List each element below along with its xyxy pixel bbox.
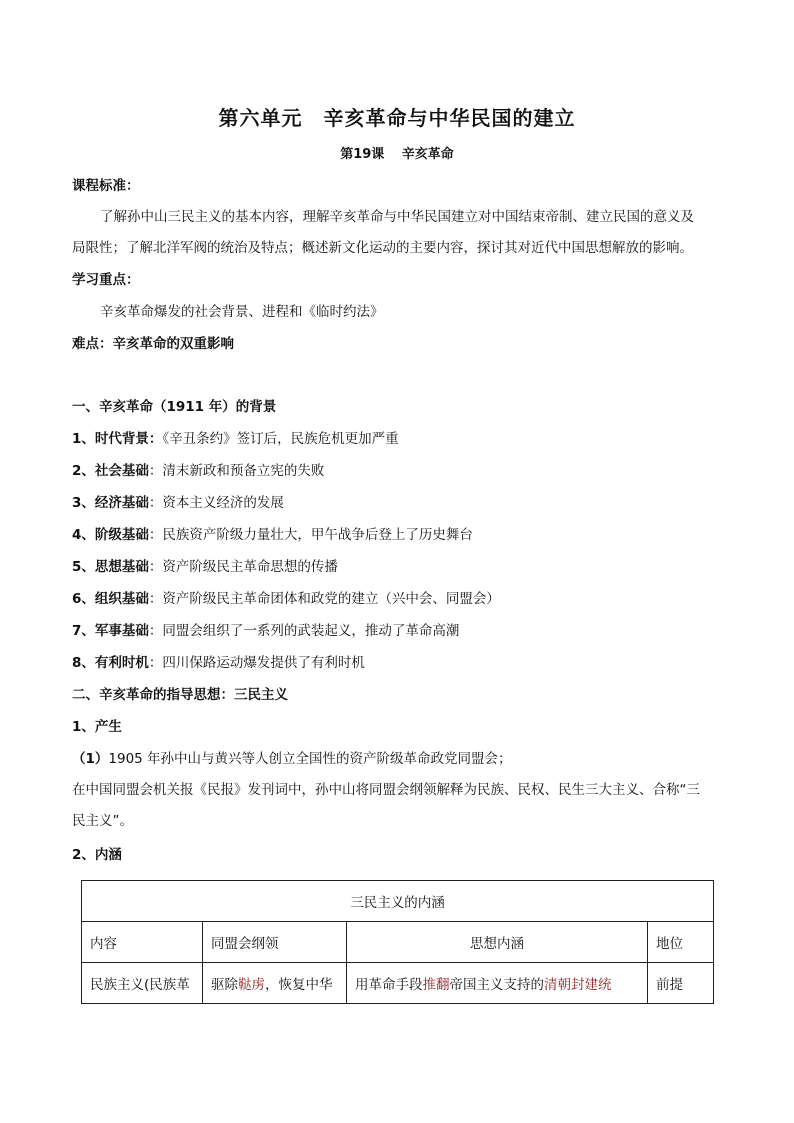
- item-text: ：民族资产阶级力量壮大，甲午战争后登上了历史舞台: [148, 527, 473, 543]
- cell-text: 驱除: [211, 977, 238, 993]
- cell-text: 用革命手段: [355, 977, 423, 993]
- background-item: [72, 589, 500, 609]
- page-title: 第六单元 辛亥革命与中华民国的建立: [218, 106, 576, 130]
- table-row: [82, 963, 714, 1004]
- column-header: 思想内涵: [347, 922, 648, 963]
- cell-highlight: 推翻: [422, 977, 450, 993]
- origin-paragraph-2-line-1: 在中国同盟会机关报《民报》发刊词中，孙中山将同盟会纲领解释为民族、民权、民生三大主义、合称“三: [72, 782, 700, 798]
- background-item: [72, 653, 365, 673]
- table-header-row: [82, 922, 714, 963]
- standards-line-2: 局限性；了解北洋军阀的统治及特点；概述新文化运动的主要内容，探讨其对近代中国思想解放的影响。: [72, 240, 693, 256]
- column-header: 内容: [82, 922, 203, 963]
- item-text: 《辛丑条约》签订后，民族危机更加严重: [162, 431, 399, 447]
- item-text: ：资产阶级民主革命思想的传播: [148, 559, 338, 575]
- key-points-content: 辛亥革命爆发的社会背景、进程和《临时约法》: [100, 304, 384, 320]
- column-header: 同盟会纲领: [203, 922, 347, 963]
- section1-heading: 一、辛亥革命（1911 年）的背景: [72, 399, 277, 415]
- cell-text: 帝国主义支持的: [449, 977, 544, 993]
- background-item: [72, 525, 473, 545]
- table-caption: 三民主义的内涵: [82, 881, 714, 922]
- paragraph-text: 1905 年孙中山与黄兴等人创立全国性的资产阶级革命政党同盟会；: [108, 751, 512, 767]
- column-header: 地位: [648, 922, 714, 963]
- item-label: 6、组织基础: [72, 591, 149, 607]
- background-item: [72, 429, 399, 449]
- connotation-subheading: 2、内涵: [72, 847, 122, 863]
- cell-text: ，恢复中华: [265, 977, 333, 993]
- origin-paragraph-2-line-2: 民主义”。: [72, 813, 133, 829]
- table-cell: [347, 963, 648, 1004]
- item-text: ：同盟会组织了一系列的武装起义，推动了革命高潮: [148, 623, 460, 639]
- key-points-heading: 学习重点：: [72, 272, 140, 288]
- item-text: ：四川保路运动爆发提供了有利时机: [148, 655, 365, 671]
- three-principles-table: [81, 880, 714, 1004]
- item-label: 8、有利时机: [72, 655, 149, 671]
- table-cell: [203, 963, 347, 1004]
- item-text: ：资本主义经济的发展: [148, 495, 284, 511]
- standards-line-1: 了解孙中山三民主义的基本内容，理解辛亥革命与中华民国建立对中国结束帝制、建立民国的意义及: [100, 209, 694, 225]
- item-label: 4、阶级基础: [72, 527, 149, 543]
- item-label: 3、经济基础: [72, 495, 149, 511]
- item-text: ：清末新政和预备立宪的失败: [148, 463, 325, 479]
- item-label: 7、军事基础: [72, 623, 149, 639]
- lesson-subtitle: 第19课 辛亥革命: [340, 147, 454, 162]
- cell-highlight: 清朝封建统: [544, 977, 612, 993]
- item-text: ：资产阶级民主革命团体和政党的建立（兴中会、同盟会）: [148, 591, 500, 607]
- origin-paragraph-1: [72, 749, 512, 769]
- paragraph-number: （1）: [72, 751, 109, 767]
- background-item: [72, 493, 284, 513]
- origin-subheading: 1、产生: [72, 719, 122, 735]
- background-item: [72, 461, 324, 481]
- section2-heading: 二、辛亥革命的指导思想：三民主义: [72, 687, 288, 703]
- standards-heading: 课程标准：: [72, 178, 140, 194]
- table-cell: 前提: [648, 963, 714, 1004]
- background-item: [72, 557, 338, 577]
- difficulty-line: 难点：辛亥革命的双重影响: [72, 336, 234, 352]
- item-label: 2、社会基础: [72, 463, 149, 479]
- item-label: 5、思想基础: [72, 559, 149, 575]
- table-cell: 民族主义(民族革: [82, 963, 203, 1004]
- cell-highlight: 鞑虏: [238, 977, 265, 993]
- item-label: 1、时代背景：: [72, 431, 163, 447]
- background-item: [72, 621, 459, 641]
